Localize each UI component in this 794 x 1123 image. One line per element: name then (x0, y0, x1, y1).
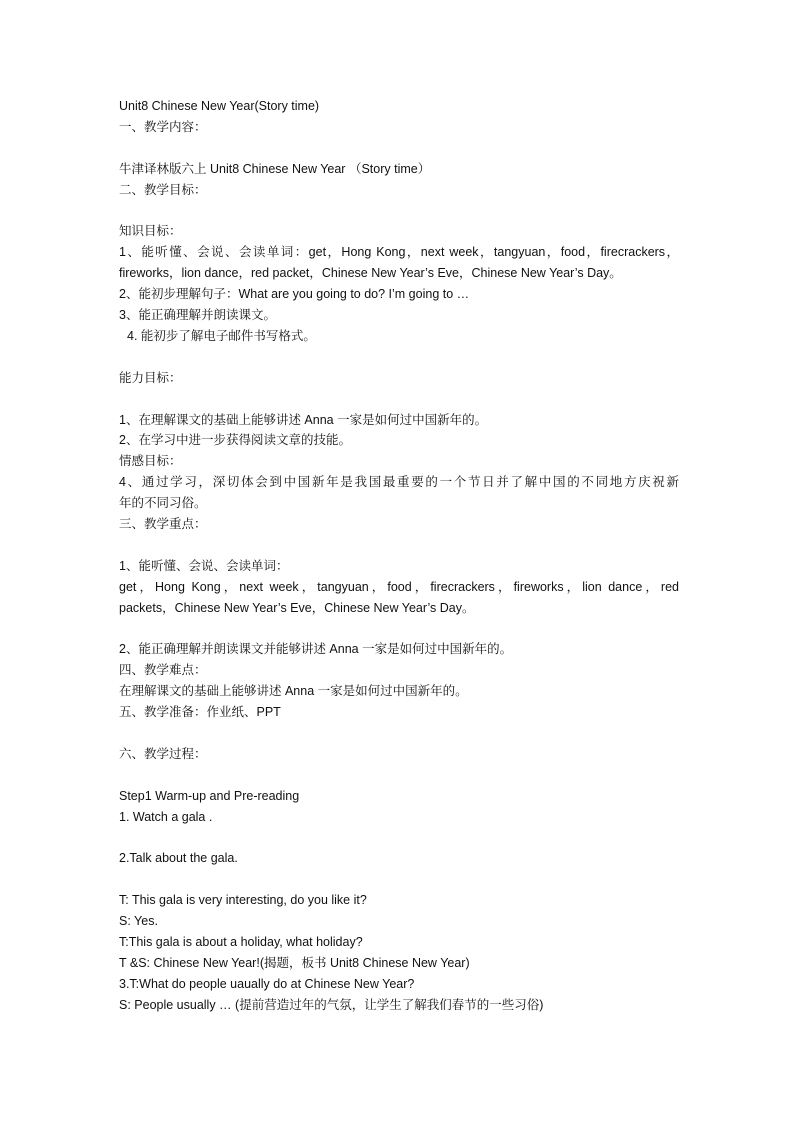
dialogue-line-4: T &S: Chinese New Year!(揭题，板书 Unit8 Chinese New Year) (119, 956, 470, 970)
keypoint-item-2: 2、能正确理解并朗读课文并能够讲述 Anna 一家是如何过中国新年的。 (119, 642, 513, 657)
blank-line (119, 201, 679, 222)
step1-item-2: 2.Talk about the gala. (119, 851, 238, 866)
goal-item-3: 3、能正确理解并朗读课文。 (119, 308, 276, 323)
goal-item-1a: 1、能听懂、会说、会读单词：get，Hong Kong，next week，tangyuan，food，firecrackers， (119, 245, 679, 260)
section-heading-process: 六、教学过程： (119, 746, 207, 761)
emotion-goals-heading: 情感目标： (119, 454, 182, 469)
dialogue-line-5: 3.T:What do people uaually do at Chinese New Year? (119, 976, 415, 991)
keypoint-words-b: packets，Chinese New Year’s Eve，Chinese New Year’s Day。 (119, 600, 475, 615)
emotion-item-b: 年的不同习俗。 (119, 496, 207, 511)
section-heading-keypoints: 三、教学重点： (119, 517, 207, 532)
ability-item-2: 2、在学习中进一步获得阅读文章的技能。 (119, 433, 351, 448)
keypoint-item-1: 1、能听懂、会说、会读单词： (119, 558, 289, 573)
blank-line (119, 723, 679, 744)
dialogue-line-1: T: This gala is very interesting, do you like it? (119, 893, 367, 908)
blank-line (119, 389, 679, 410)
blank-line (119, 869, 679, 890)
section-heading-preparation: 五、教学准备：作业纸、PPT (119, 705, 281, 720)
goal-item-2: 2、能初步理解句子：What are you going to do? I’m going to … (119, 287, 470, 302)
section-heading-goals: 二、教学目标： (119, 182, 207, 197)
ability-goals-heading: 能力目标： (119, 370, 182, 385)
dialogue-line-6: S: People usually … (提前营造过年的气氛，让学生了解我们春节的一些习俗) (119, 997, 544, 1012)
blank-line (119, 138, 679, 159)
blank-line (119, 828, 679, 849)
step1-heading: Step1 Warm-up and Pre-reading (119, 788, 300, 803)
doc-title: Unit8 Chinese New Year(Story time) (119, 99, 320, 113)
blank-line (119, 765, 679, 786)
keypoint-words-a: get，Hong Kong，next week，tangyuan，food，firecrackers，fireworks，lion dance，red (119, 579, 679, 594)
emotion-item-a: 4、通过学习，深切体会到中国新年是我国最重要的一个节日并了解中国的不同地方庆祝新 (119, 475, 679, 490)
dialogue-line-3: T:This gala is about a holiday, what holiday? (119, 935, 363, 950)
goal-item-4: 4. 能初步了解电子邮件书写格式。 (127, 328, 316, 343)
goal-item-1b: fireworks，lion dance，red packet，Chinese New Year’s Eve，Chinese New Year’s Day。 (119, 266, 622, 281)
blank-line (119, 619, 679, 640)
step1-item-1: 1. Watch a gala . (119, 809, 213, 824)
difficulty-item: 在理解课文的基础上能够讲述 Anna 一家是如何过中国新年的。 (119, 684, 468, 699)
textbook-line: 牛津译林版六上 Unit8 Chinese New Year （Story time） (119, 161, 431, 176)
section-heading-difficulties: 四、教学难点： (119, 663, 207, 678)
ability-item-1: 1、在理解课文的基础上能够讲述 Anna 一家是如何过中国新年的。 (119, 412, 488, 427)
knowledge-goals-heading: 知识目标： (119, 224, 182, 239)
section-heading-content: 一、教学内容： (119, 119, 207, 134)
document-body (119, 96, 679, 1016)
dialogue-line-2: S: Yes. (119, 914, 158, 929)
blank-line (119, 535, 679, 556)
blank-line (119, 347, 679, 368)
